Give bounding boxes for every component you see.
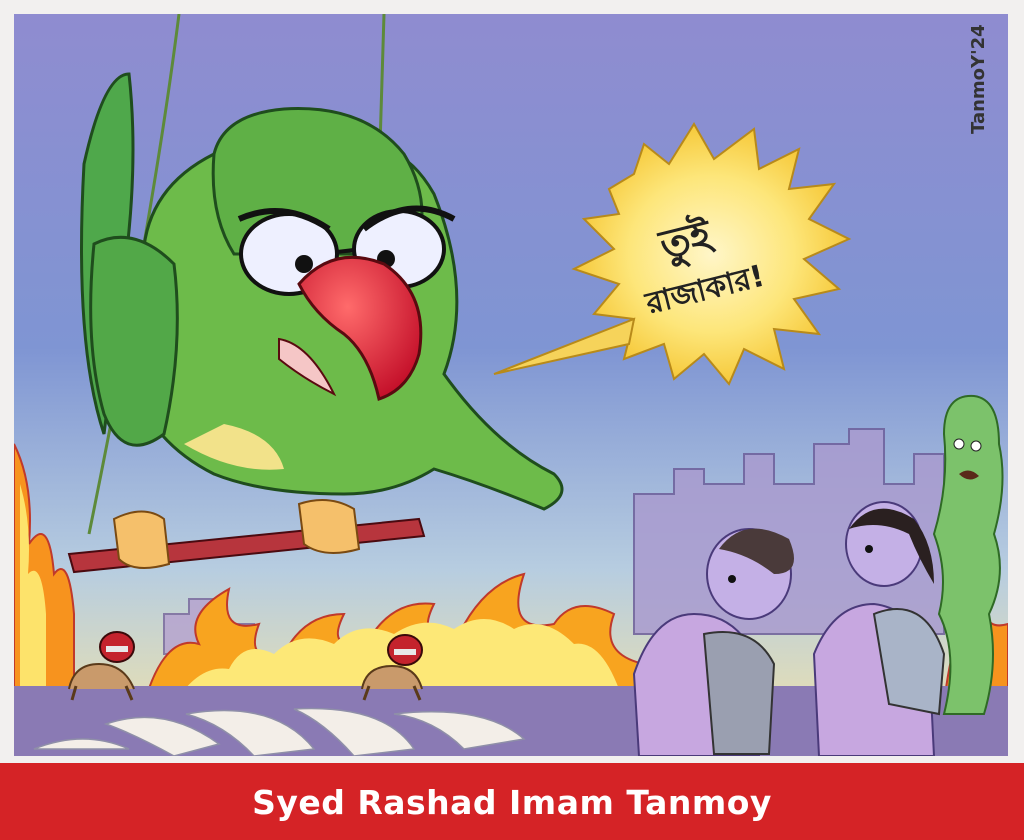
artist-name: Syed Rashad Imam Tanmoy	[252, 783, 772, 822]
cartoon-artwork	[14, 14, 1008, 756]
caption-bar	[0, 763, 1024, 840]
parrot-wing	[91, 237, 178, 445]
speech-bubble-line1: তুই	[655, 211, 716, 269]
speech-bubble-line2: রাজাকার!	[642, 258, 768, 322]
artist-signature: TanmoY'24	[968, 24, 989, 134]
